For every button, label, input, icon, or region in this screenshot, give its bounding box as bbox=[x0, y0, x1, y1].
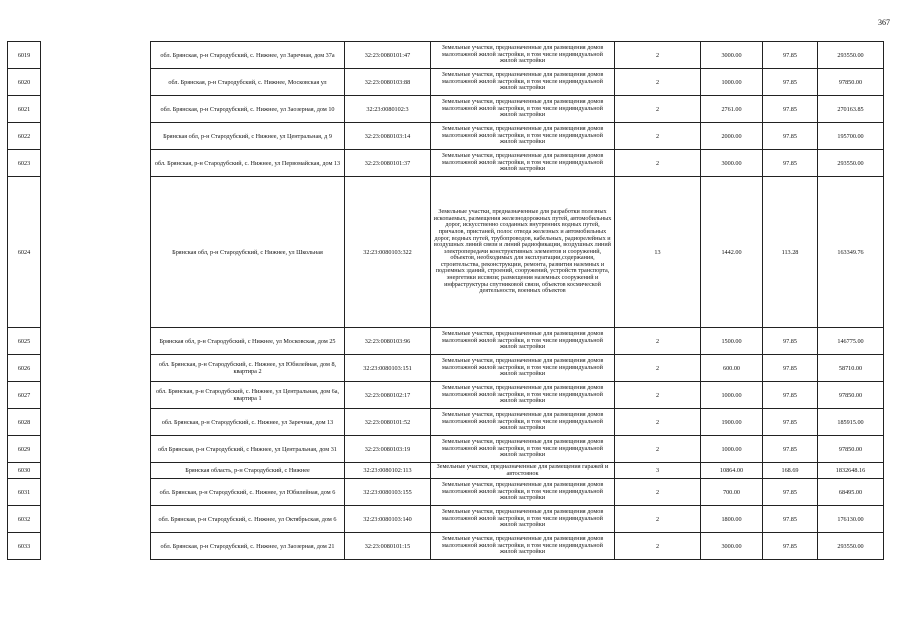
cadastral-number-cell: 32:23:0080101:52 bbox=[345, 409, 431, 436]
cadastral-value-cell: 146775.00 bbox=[818, 328, 884, 355]
address-cell: обл. Брянская, р-н Стародубский, с. Нижнее, ул Заречная, дом 13 bbox=[151, 409, 345, 436]
land-use-cell: Земельные участки, предназначенные для размещения домов малоэтажной жилой застройки, в том числе индивидуальной жилой застройки bbox=[431, 409, 615, 436]
row-spacer bbox=[41, 463, 151, 479]
row-number: 6027 bbox=[8, 382, 41, 409]
row-spacer bbox=[41, 506, 151, 533]
category-code-cell: 2 bbox=[615, 42, 701, 69]
category-code-cell: 2 bbox=[615, 355, 701, 382]
row-spacer bbox=[41, 96, 151, 123]
row-number: 6031 bbox=[8, 479, 41, 506]
address-cell: обл. Брянская, р-н Стародубский, с. Нижнее, ул Юбилейная, дом 6 bbox=[151, 479, 345, 506]
cadastral-number-cell: 32:23:0080103:14 bbox=[345, 123, 431, 150]
specific-value-cell: 97.85 bbox=[763, 96, 818, 123]
cadastral-number-cell: 32:23:0080103:155 bbox=[345, 479, 431, 506]
table-row bbox=[8, 123, 884, 150]
address-cell: обл. Брянская, р-н Стародубский, с. Нижнее, ул Заозерная, дом 21 bbox=[151, 533, 345, 560]
row-number: 6021 bbox=[8, 96, 41, 123]
cadastral-value-cell: 97850.00 bbox=[818, 382, 884, 409]
row-number: 6026 bbox=[8, 355, 41, 382]
row-number: 6020 bbox=[8, 69, 41, 96]
area-cell: 700.00 bbox=[701, 479, 763, 506]
cadastral-number-cell: 32:23:0080102:17 bbox=[345, 382, 431, 409]
specific-value-cell: 97.85 bbox=[763, 506, 818, 533]
cadastral-number-cell: 32:23:0080102:113 bbox=[345, 463, 431, 479]
table-row bbox=[8, 479, 884, 506]
row-spacer bbox=[41, 69, 151, 96]
row-spacer bbox=[41, 123, 151, 150]
land-use-cell: Земельные участки, предназначенные для размещения домов малоэтажной жилой застройки, в том числе индивидуальной жилой застройки bbox=[431, 69, 615, 96]
table-row bbox=[8, 506, 884, 533]
cadastral-number-cell: 32:23:0080103:322 bbox=[345, 177, 431, 328]
table-row bbox=[8, 96, 884, 123]
category-code-cell: 2 bbox=[615, 409, 701, 436]
cadastral-number-cell: 32:23:0080103:151 bbox=[345, 355, 431, 382]
area-cell: 10864.00 bbox=[701, 463, 763, 479]
cadastral-value-cell: 270163.85 bbox=[818, 96, 884, 123]
specific-value-cell: 97.85 bbox=[763, 150, 818, 177]
address-cell: Брянская обл, р-н Стародубский, с Нижнее, ул Центральная, д 9 bbox=[151, 123, 345, 150]
cadastral-value-cell: 163349.76 bbox=[818, 177, 884, 328]
area-cell: 1500.00 bbox=[701, 328, 763, 355]
cadastral-number-cell: 32:23:0080101:37 bbox=[345, 150, 431, 177]
table-row bbox=[8, 463, 884, 479]
area-cell: 3000.00 bbox=[701, 533, 763, 560]
cadastral-value-cell: 1832648.16 bbox=[818, 463, 884, 479]
cadastral-number-cell: 32:23:0080103:19 bbox=[345, 436, 431, 463]
area-cell: 1800.00 bbox=[701, 506, 763, 533]
area-cell: 2761.00 bbox=[701, 96, 763, 123]
land-use-cell: Земельные участки, предназначенные для размещения домов малоэтажной жилой застройки, в том числе индивидуальной жилой застройки bbox=[431, 479, 615, 506]
table-row bbox=[8, 69, 884, 96]
land-use-cell: Земельные участки, предназначенные для размещения домов малоэтажной жилой застройки, в том числе индивидуальной жилой застройки bbox=[431, 355, 615, 382]
land-use-cell: Земельные участки, предназначенные для размещения домов малоэтажной жилой застройки, в том числе индивидуальной жилой застройки bbox=[431, 328, 615, 355]
area-cell: 3000.00 bbox=[701, 42, 763, 69]
row-spacer bbox=[41, 533, 151, 560]
category-code-cell: 2 bbox=[615, 328, 701, 355]
land-use-cell: Земельные участки, предназначенные для размещения домов малоэтажной жилой застройки, в том числе индивидуальной жилой застройки bbox=[431, 123, 615, 150]
area-cell: 1900.00 bbox=[701, 409, 763, 436]
specific-value-cell: 97.85 bbox=[763, 436, 818, 463]
row-spacer bbox=[41, 479, 151, 506]
row-number: 6028 bbox=[8, 409, 41, 436]
specific-value-cell: 97.85 bbox=[763, 42, 818, 69]
area-cell: 3000.00 bbox=[701, 150, 763, 177]
row-number: 6025 bbox=[8, 328, 41, 355]
address-cell: обл. Брянская, р-н Стародубский, с. Нижнее, ул Заречная, дом 37а bbox=[151, 42, 345, 69]
address-cell: Брянская область, р-н Стародубский, с Нижнее bbox=[151, 463, 345, 479]
address-cell: обл. Брянская, р-н Стародубский, с. Нижнее, Московская ул bbox=[151, 69, 345, 96]
row-spacer bbox=[41, 42, 151, 69]
row-spacer bbox=[41, 382, 151, 409]
row-number: 6019 bbox=[8, 42, 41, 69]
specific-value-cell: 97.85 bbox=[763, 355, 818, 382]
row-spacer bbox=[41, 409, 151, 436]
table-row bbox=[8, 177, 884, 328]
address-cell: обл. Брянская, р-н Стародубский, с. Нижнее, ул Заозерная, дом 10 bbox=[151, 96, 345, 123]
address-cell: Брянская обл, р-н Стародубский, с Нижнее, ул Школьная bbox=[151, 177, 345, 328]
specific-value-cell: 97.85 bbox=[763, 328, 818, 355]
area-cell: 600.00 bbox=[701, 355, 763, 382]
cadastral-number-cell: 32:23:0080103:140 bbox=[345, 506, 431, 533]
land-use-cell: Земельные участки, предназначенные для размещения домов малоэтажной жилой застройки, в том числе индивидуальной жилой застройки bbox=[431, 533, 615, 560]
cadastral-value-cell: 293550.00 bbox=[818, 533, 884, 560]
table-row bbox=[8, 42, 884, 69]
land-use-cell: Земельные участки, предназначенные для размещения домов малоэтажной жилой застройки, в том числе индивидуальной жилой застройки bbox=[431, 42, 615, 69]
category-code-cell: 13 bbox=[615, 177, 701, 328]
specific-value-cell: 97.85 bbox=[763, 533, 818, 560]
row-number: 6032 bbox=[8, 506, 41, 533]
specific-value-cell: 97.85 bbox=[763, 409, 818, 436]
land-use-cell: Земельные участки, предназначенные для размещения гаражей и автостоянок bbox=[431, 463, 615, 479]
category-code-cell: 2 bbox=[615, 506, 701, 533]
specific-value-cell: 97.85 bbox=[763, 69, 818, 96]
specific-value-cell: 113.28 bbox=[763, 177, 818, 328]
cadastral-value-cell: 58710.00 bbox=[818, 355, 884, 382]
row-number: 6024 bbox=[8, 177, 41, 328]
cadastral-value-cell: 176130.00 bbox=[818, 506, 884, 533]
category-code-cell: 2 bbox=[615, 436, 701, 463]
cadastral-value-cell: 68495.00 bbox=[818, 479, 884, 506]
category-code-cell: 2 bbox=[615, 382, 701, 409]
cadastral-value-cell: 97850.00 bbox=[818, 436, 884, 463]
row-spacer bbox=[41, 355, 151, 382]
row-number: 6022 bbox=[8, 123, 41, 150]
cadastral-value-cell: 195700.00 bbox=[818, 123, 884, 150]
cadastral-value-cell: 293550.00 bbox=[818, 42, 884, 69]
row-number: 6029 bbox=[8, 436, 41, 463]
specific-value-cell: 97.85 bbox=[763, 123, 818, 150]
table-row bbox=[8, 436, 884, 463]
specific-value-cell: 97.85 bbox=[763, 479, 818, 506]
row-spacer bbox=[41, 177, 151, 328]
row-number: 6030 bbox=[8, 463, 41, 479]
cadastral-number-cell: 32:23:0080103:88 bbox=[345, 69, 431, 96]
specific-value-cell: 97.85 bbox=[763, 382, 818, 409]
category-code-cell: 2 bbox=[615, 96, 701, 123]
table-row bbox=[8, 355, 884, 382]
category-code-cell: 2 bbox=[615, 123, 701, 150]
table-row bbox=[8, 328, 884, 355]
cadastral-number-cell: 32:23:0080103:96 bbox=[345, 328, 431, 355]
cadastral-value-table bbox=[7, 41, 884, 560]
specific-value-cell: 168.69 bbox=[763, 463, 818, 479]
category-code-cell: 2 bbox=[615, 479, 701, 506]
cadastral-value-cell: 97850.00 bbox=[818, 69, 884, 96]
land-use-cell: Земельные участки, предназначенные для размещения домов малоэтажной жилой застройки, в том числе индивидуальной жилой застройки bbox=[431, 150, 615, 177]
row-spacer bbox=[41, 150, 151, 177]
address-cell: обл Брянская, р-н Стародубский, с Нижнее, ул Центральная, дом 31 bbox=[151, 436, 345, 463]
table-body bbox=[8, 42, 884, 560]
cadastral-value-cell: 185915.00 bbox=[818, 409, 884, 436]
category-code-cell: 2 bbox=[615, 150, 701, 177]
area-cell: 1442.00 bbox=[701, 177, 763, 328]
address-cell: обл. Брянская, р-н Стародубский, с. Нижнее, ул Октябрьская, дом 6 bbox=[151, 506, 345, 533]
land-use-cell: Земельные участки, предназначенные для разработки полезных ископаемых, размещения железнодорожных путей, автомобильных дорог, искусственно созданных внутренних водных путей, причалов, пристаней, полос отвода железных и автомобильных дорог, водных путей, трубопроводов, кабельных, радиорелейных и воздушных линий связи и линий радиофикации, воздушных линий электропередачи конструктивных элементов и сооружений, объектов, необходимых для эксплуатации,содержания, строительства, реконструкции, ремонта, развития наземных и подземных зданий, строений, сооружений, устройств транспорта, энергетики иссвязи; размещения наземных сооружений и инфраструктуры спутниковой связи, объектов космической деятельности, военных объектов bbox=[431, 177, 615, 328]
row-number: 6033 bbox=[8, 533, 41, 560]
row-spacer bbox=[41, 436, 151, 463]
category-code-cell: 3 bbox=[615, 463, 701, 479]
cadastral-value-cell: 293550.00 bbox=[818, 150, 884, 177]
cadastral-number-cell: 32:23:0080101:47 bbox=[345, 42, 431, 69]
area-cell: 2000.00 bbox=[701, 123, 763, 150]
cadastral-number-cell: 32:23:0080101:15 bbox=[345, 533, 431, 560]
area-cell: 1000.00 bbox=[701, 436, 763, 463]
address-cell: обл. Брянская, р-н Стародубский, с. Нижнее, ул Первомайская, дом 13 bbox=[151, 150, 345, 177]
table-row bbox=[8, 150, 884, 177]
table-row bbox=[8, 533, 884, 560]
row-number: 6023 bbox=[8, 150, 41, 177]
area-cell: 1000.00 bbox=[701, 382, 763, 409]
address-cell: обл. Брянская, р-н Стародубский, с. Нижнее, ул Центральная, дом 6а, квартира 1 bbox=[151, 382, 345, 409]
table-row bbox=[8, 409, 884, 436]
area-cell: 1000.00 bbox=[701, 69, 763, 96]
address-cell: Брянская обл, р-н Стародубский, с Нижнее, ул Московская, дом 25 bbox=[151, 328, 345, 355]
cadastral-number-cell: 32:23:0080102:3 bbox=[345, 96, 431, 123]
category-code-cell: 2 bbox=[615, 533, 701, 560]
land-use-cell: Земельные участки, предназначенные для размещения домов малоэтажной жилой застройки, в том числе индивидуальной жилой застройки bbox=[431, 382, 615, 409]
page-number: 367 bbox=[878, 18, 890, 27]
address-cell: обл. Брянская, р-н Стародубский, с. Нижнее, ул Юбилейная, дом 8, квартира 2 bbox=[151, 355, 345, 382]
row-spacer bbox=[41, 328, 151, 355]
category-code-cell: 2 bbox=[615, 69, 701, 96]
land-use-cell: Земельные участки, предназначенные для размещения домов малоэтажной жилой застройки, в том числе индивидуальной жилой застройки bbox=[431, 96, 615, 123]
table-row bbox=[8, 382, 884, 409]
land-use-cell: Земельные участки, предназначенные для размещения домов малоэтажной жилой застройки, в том числе индивидуальной жилой застройки bbox=[431, 506, 615, 533]
land-use-cell: Земельные участки, предназначенные для размещения домов малоэтажной жилой застройки, в том числе индивидуальной жилой застройки bbox=[431, 436, 615, 463]
